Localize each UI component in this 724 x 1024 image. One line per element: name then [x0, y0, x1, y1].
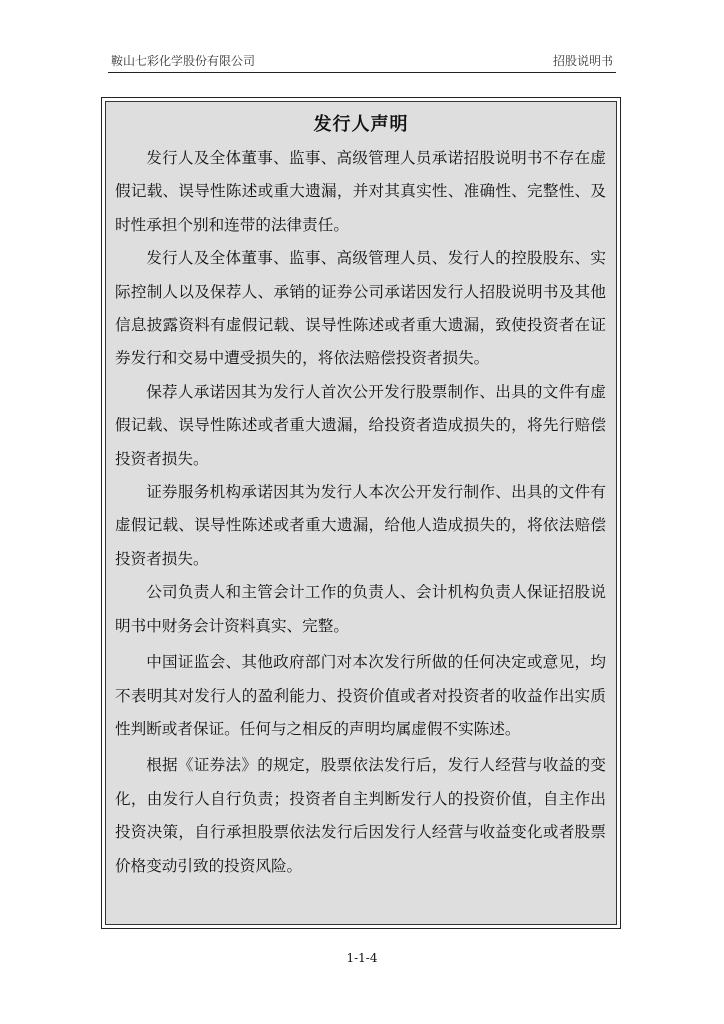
company-name: 鞍山七彩化学股份有限公司 [111, 54, 256, 68]
page-number: 1-1-4 [346, 951, 378, 965]
paragraph-compensation-commitment: 发行人及全体董事、监事、高级管理人员、发行人的控股股东、实际控制人以及保荐人、承销的证券公司承诺因发行人招股说明书及其他信息披露资料有虚假记载、误导性陈述或者重大遗漏，致使投资者在证券发行和交易中遭受损失的，将依法赔偿投资者损失。 [115, 249, 606, 368]
paragraph-sponsor-commitment: 保荐人承诺因其为发行人首次公开发行股票制作、出具的文件有虚假记载、误导性陈述或者重大遗漏，给投资者造成损失的，将先行赔偿投资者损失。 [115, 382, 606, 468]
declaration-box [101, 97, 621, 929]
paragraph-financial-guarantee: 公司负责人和主管会计工作的负责人、会计机构负责人保证招股说明书中财务会计资料真实、完整。 [115, 583, 606, 635]
declaration-title: 发行人声明 [313, 114, 409, 135]
paragraph-regulator-disclaimer: 中国证监会、其他政府部门对本次发行所做的任何决定或意见，均不表明其对发行人的盈利能力、投资价值或者对投资者的收益作出实质性判断或者保证。任何与之相反的声明均属虚假不实陈述。 [115, 653, 606, 738]
document-type: 招股说明书 [552, 54, 613, 68]
paragraph-issuer-commitment: 发行人及全体董事、监事、高级管理人员承诺招股说明书不存在虚假记载、误导性陈述或重大遗漏，并对其真实性、准确性、完整性、及时性承担个别和连带的法律责任。 [115, 149, 606, 234]
paragraph-investment-risk: 根据《证券法》的规定，股票依法发行后，发行人经营与收益的变化，由发行人自行负责；投资者自主判断发行人的投资价值，自主作出投资决策，自行承担股票依法发行后因发行人经营与收益变化或者股票价格变动引致的投资风险。 [115, 756, 606, 875]
page-header [111, 50, 613, 70]
header-rule [108, 72, 616, 73]
paragraph-service-agency-commitment: 证券服务机构承诺因其为发行人本次公开发行制作、出具的文件有虚假记载、误导性陈述或者重大遗漏，给他人造成损失的，将依法赔偿投资者损失。 [115, 483, 606, 568]
declaration-box-inner [105, 101, 617, 925]
declaration-body [115, 142, 606, 883]
